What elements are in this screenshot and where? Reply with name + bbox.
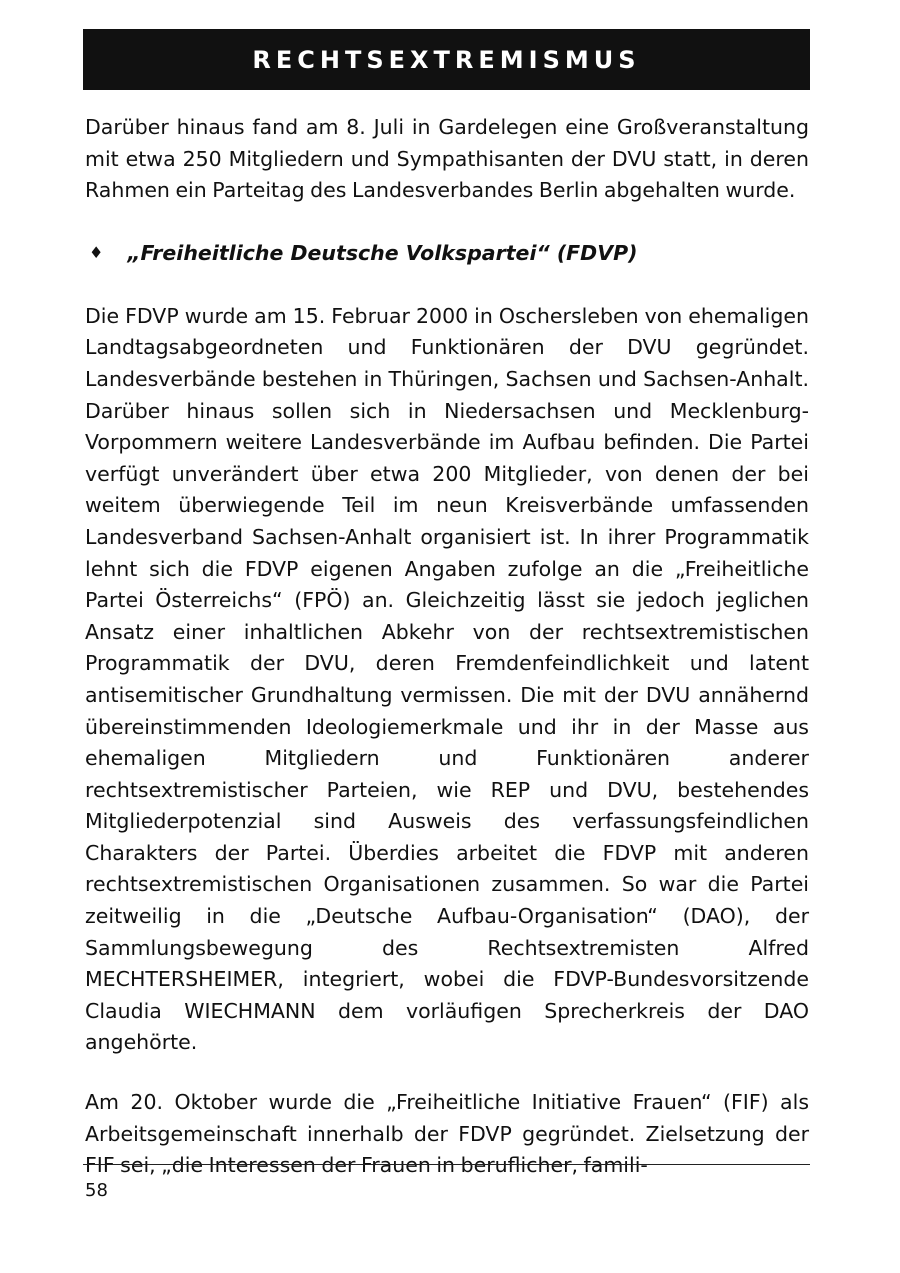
fdvp-paragraph: Die FDVP wurde am 15. Februar 2000 in Oschersleben von ehemaligen Landtagsabgeordneten und Funktionären der DVU gegründet. Landesverbände bestehen in Thüringen, Sachsen und Sachsen-Anhalt. Darüber hinaus sollen sich in Niedersachsen und Mecklenburg-Vorpommern weitere Landesverbände im Aufbau befinden. Die Partei verfügt unverändert über etwa 200 Mitglieder, von denen der bei weitem überwiegende Teil im neun Kreisverbände umfassenden Landesverband Sachsen-Anhalt organisiert ist. In ihrer Programmatik lehnt sich die FDVP eigenen Angaben zufolge an die „Freiheitliche Partei Österreichs“ (FPÖ) an. Gleichzeitig lässt sie jedoch jeglichen Ansatz einer inhaltlichen Abkehr von der rechtsextremistischen Programmatik der DVU, deren Fremdenfeindlichkeit und latent antisemitischer Grundhaltung vermissen. Die mit der DVU annähernd übereinstimmenden Ideologiemerkmale und ihr in der Masse aus ehemaligen Mitgliedern und Funktionären anderer rechtsextremistischer Parteien, wie REP und DVU, bestehendes Mitgliederpotenzial sind Ausweis des verfassungsfeindlichen Charakters der Partei. Überdies arbeitet die FDVP mit anderen rechtsextremistischen Organisationen zusammen. So war die Partei zeitweilig in die „Deutsche Aufbau-Organisation“ (DAO), der Sammlungsbewegung des Rechtsextremisten Alfred MECHTERSHEIMER, integriert, wobei die FDVP-Bundesvorsitzende Claudia WIECHMANN dem vorläufigen Sprecherkreis der DAO angehörte. — [85, 303, 809, 1055]
section-heading — [85, 237, 809, 269]
diamond-bullet-icon: ♦ — [89, 243, 104, 263]
intro-paragraph: Darüber hinaus fand am 8. Juli in Gardelegen eine Großveranstaltung mit etwa 250 Mitgliedern und Sympathisanten der DVU statt, in deren Rahmen ein Parteitag des Landesverbandes Berlin abgehalten wurde. — [85, 115, 809, 203]
footer-divider — [83, 1164, 810, 1165]
page-body — [85, 112, 809, 1182]
section-heading-text: „Freiheitliche Deutsche Volkspartei“ (FDVP) — [127, 240, 638, 265]
fif-paragraph: Am 20. Oktober wurde die „Freiheitliche Initiative Frauen“ (FIF) als Arbeitsgemeinschaft innerhalb der FDVP gegründet. Zielsetzung der FIF sei, „die Interessen der Frauen in beruflicher, famili- — [85, 1090, 809, 1178]
page-number: 58 — [85, 1180, 108, 1201]
section-header-bar — [83, 29, 810, 90]
section-header-title: RECHTSEXTREMISMUS — [252, 45, 641, 74]
